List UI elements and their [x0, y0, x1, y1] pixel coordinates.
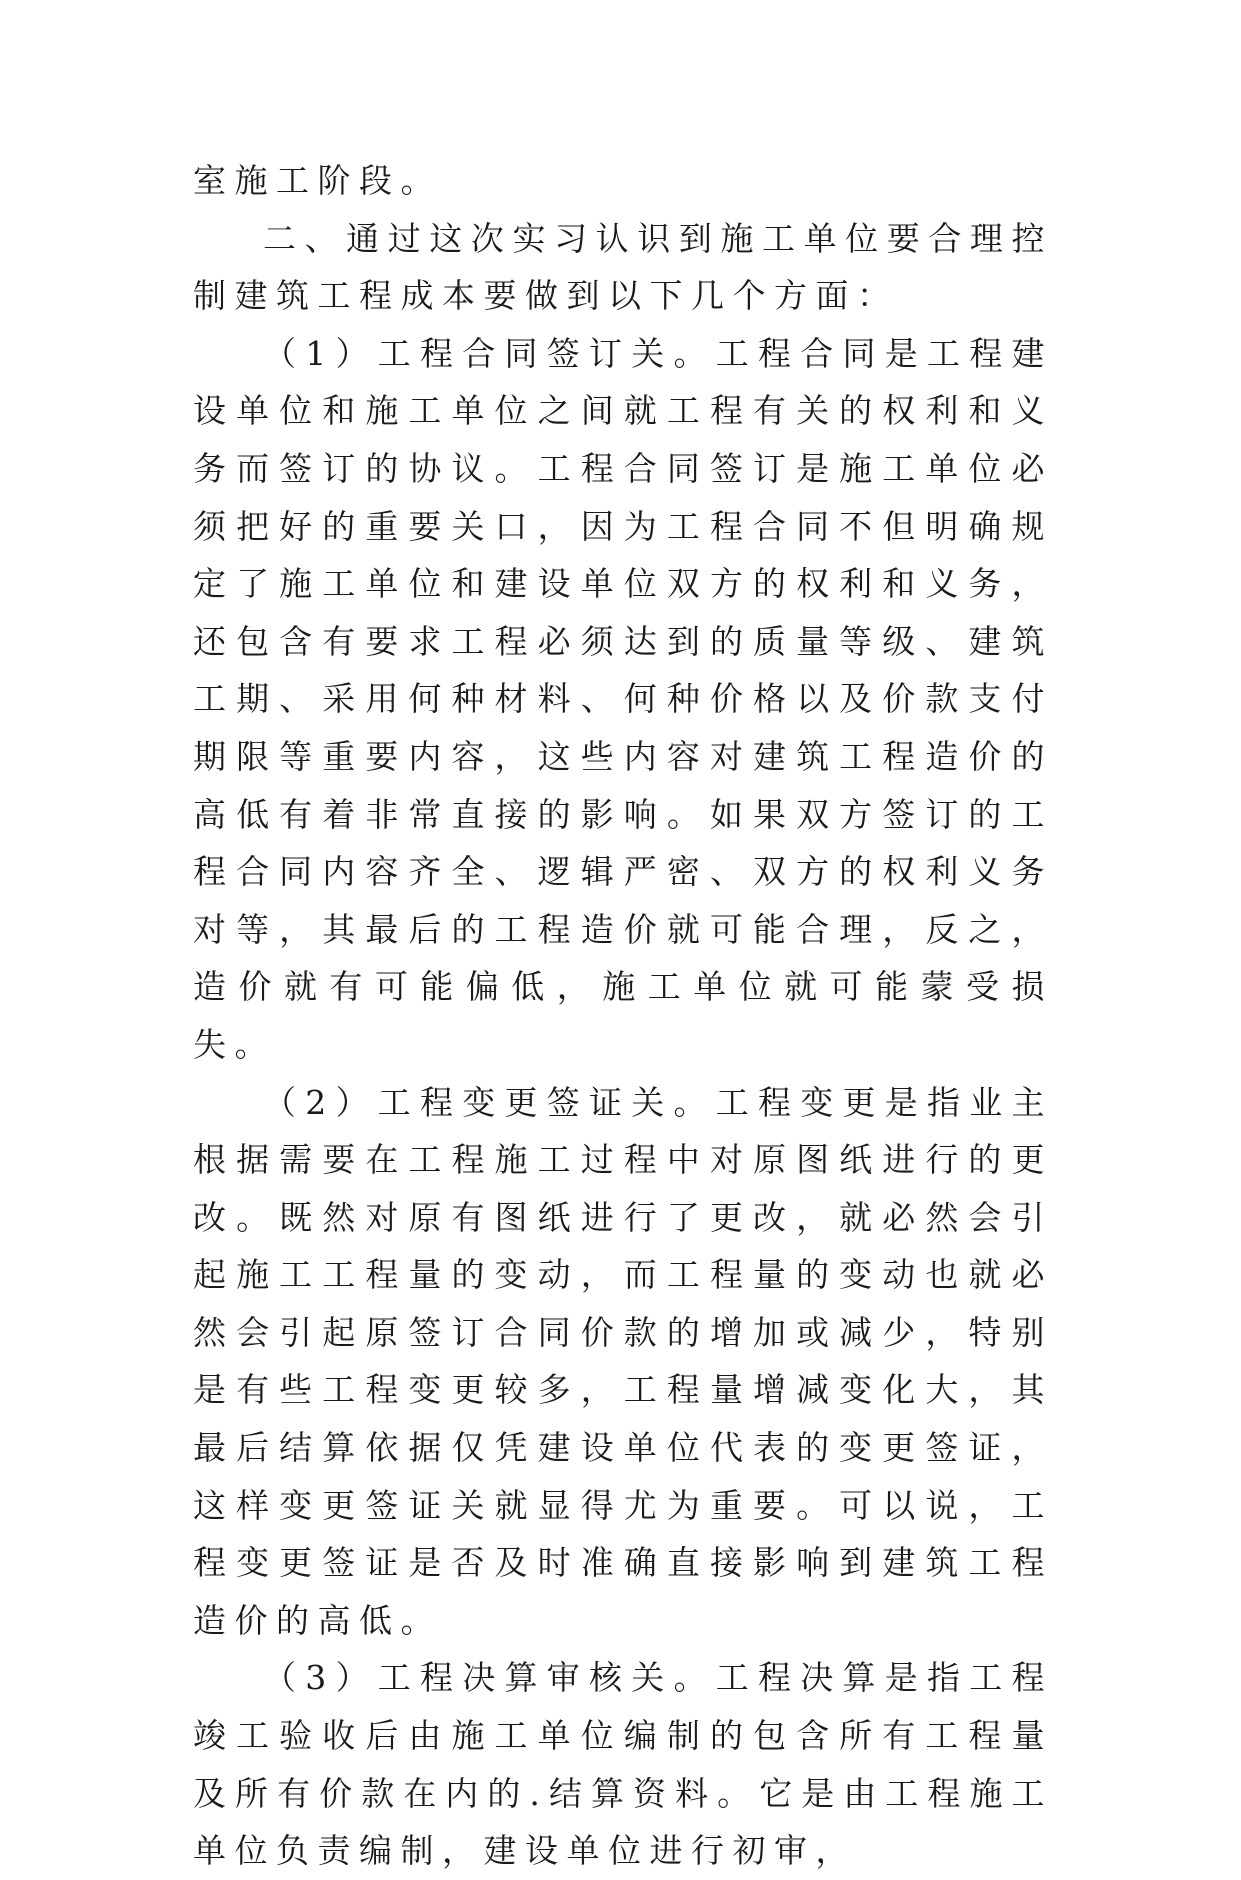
paragraph-continuation: 室施工阶段。: [193, 161, 442, 200]
paragraph-contract-signing: （1）工程合同签订关。工程合同是工程建设单位和施工单位之间就工程有关的权利和义务而签订的协议。工程合同签订是施工单位必须把好的重要关口，因为工程合同不但明确规定了施工单位和建设单位双方的权利和义务，还包含有要求工程必须达到的质量等级、建筑工期、采用何种材料、何种价格以及价款支付期限等重要内容，这些内容对建筑工程造价的高低有着非常直接的影响。如果双方签订的工程合同内容齐全、逻辑严密、双方的权利义务对等，其最后的工程造价就可能合理，反之，造价就有可能偏低，施工单位就可能蒙受损失。: [193, 333, 1053, 1064]
paragraph-change-certification: （2）工程变更签证关。工程变更是指业主根据需要在工程施工过程中对原图纸进行的更改。既然对原有图纸进行了更改，就必然会引起施工工程量的变动，而工程量的变动也就必然会引起原签订合同价款的增加或减少，特别是有些工程变更较多，工程量增减变化大，其最后结算依据仅凭建设单位代表的变更签证，这样变更签证关就显得尤为重要。可以说，工程变更签证是否及时准确直接影响到建筑工程造价的高低。: [193, 1082, 1053, 1640]
paragraph-section-two-heading: 二、通过这次实习认识到施工单位要合理控制建筑工程成本要做到以下几个方面：: [193, 218, 1053, 316]
document-body: [193, 152, 1053, 1880]
paragraph-final-accounts-review: （3）工程决算审核关。工程决算是指工程竣工验收后由施工单位编制的包含所有工程量及所有价款在内的.结算资料。它是由工程施工单位负责编制，建设单位进行初审，: [193, 1658, 1053, 1871]
